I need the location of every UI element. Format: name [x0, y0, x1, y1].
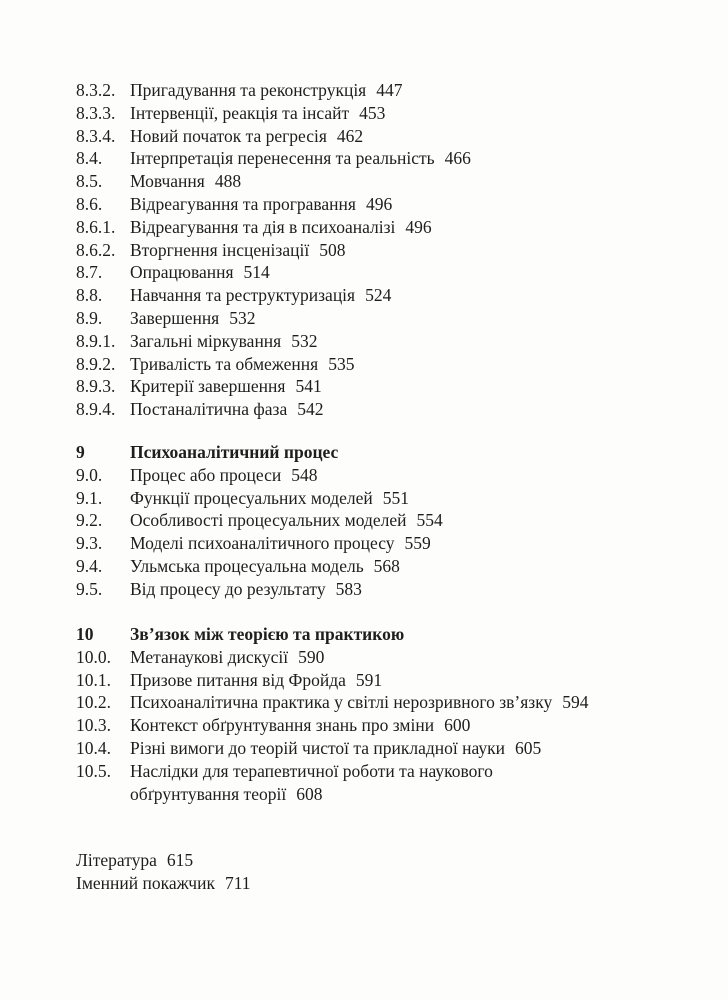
- entry-number: 8.8.: [76, 285, 103, 306]
- entry-title: Призове питання від Фройда: [130, 669, 346, 690]
- entry-page: 548: [291, 464, 318, 485]
- entry-number: 8.6.: [76, 193, 103, 214]
- entry-title: Контекст обґрунтування знань про зміни: [130, 715, 435, 736]
- entry-title-continued: обґрунтування теорії: [130, 783, 287, 804]
- entry-title: Постаналітична фаза: [130, 399, 288, 420]
- toc-back-matter: [76, 849, 251, 895]
- chapter-title: Зв’язок між теорією та практикою: [130, 624, 405, 644]
- chapter-heading: [76, 441, 443, 464]
- entry-number: 10.5.: [76, 760, 111, 781]
- entry-title: Навчання та реструктуризація: [130, 285, 356, 306]
- entry-title: Мовчання: [130, 171, 205, 192]
- entry-title: Завершення: [130, 307, 220, 328]
- toc-entry: [76, 125, 471, 148]
- toc-entry: [76, 239, 471, 262]
- entry-page: 488: [214, 171, 242, 192]
- entry-page: 711: [224, 872, 251, 893]
- entry-title: Психоаналітична практика у світлі нерозривного зв’язку: [130, 692, 553, 713]
- entry-number: 8.4.: [76, 148, 103, 169]
- toc-chapter-8-sections: [76, 79, 471, 421]
- entry-page: 508: [319, 239, 346, 260]
- toc-entry: [76, 147, 471, 170]
- toc-entry: [76, 487, 443, 510]
- entry-page: 496: [365, 193, 393, 214]
- entry-title: Опрацювання: [130, 262, 234, 283]
- entry-title: Моделі психоаналітичного процесу: [130, 533, 395, 554]
- toc-entry: [76, 578, 443, 601]
- entry-number: 9.2.: [76, 510, 103, 531]
- entry-page: 535: [328, 353, 355, 374]
- entry-title: Метанаукові дискусії: [130, 646, 289, 667]
- entry-page: 551: [382, 487, 409, 508]
- entry-page: 594: [562, 692, 589, 713]
- entry-title: Пригадування та реконструкція: [130, 80, 367, 100]
- entry-page: 532: [229, 307, 256, 328]
- entry-page: 466: [444, 148, 471, 169]
- entry-title: Література: [76, 850, 157, 870]
- entry-page: 583: [335, 578, 362, 599]
- toc-entry: [76, 691, 588, 714]
- toc-entry: [76, 532, 443, 555]
- entry-title: Інтервенції, реакція та інсайт: [130, 102, 350, 123]
- entry-title: Ульмська процесуальна модель: [130, 555, 364, 576]
- entry-title: Іменний покажчик: [76, 872, 215, 893]
- entry-title: Інтерпретація перенесення та реальність: [130, 148, 435, 169]
- entry-page: 453: [359, 102, 386, 123]
- entry-title: Загальні міркування: [130, 330, 282, 351]
- toc-entry: [76, 216, 471, 239]
- toc-entry: [76, 509, 443, 532]
- entry-number: 10.0.: [76, 646, 111, 667]
- toc-entry: [76, 646, 588, 669]
- entry-number: 10.3.: [76, 715, 111, 736]
- entry-page: 608: [296, 783, 323, 804]
- entry-title: Від процесу до результату: [130, 578, 326, 599]
- entry-title: Тривалість та обмеження: [130, 353, 319, 374]
- toc-entry: [76, 737, 588, 760]
- entry-number: 10.2.: [76, 692, 111, 713]
- entry-number: 8.9.3.: [76, 376, 116, 397]
- chapter-heading: [76, 623, 588, 646]
- toc-entry: [76, 330, 471, 353]
- entry-page: 524: [365, 285, 392, 306]
- entry-number: 8.9.: [76, 307, 103, 328]
- chapter-number: 9: [76, 442, 85, 462]
- toc-entry: [76, 353, 471, 376]
- toc-entry: [76, 284, 471, 307]
- entry-number: 8.9.1.: [76, 330, 116, 351]
- entry-page: 542: [297, 399, 324, 420]
- toc-entry: [76, 760, 588, 783]
- entry-number: 10.4.: [76, 737, 111, 758]
- entry-number: 9.3.: [76, 533, 103, 554]
- entry-page: 605: [514, 737, 542, 758]
- toc-entry-continuation: [76, 783, 588, 806]
- toc-entry: [76, 398, 471, 421]
- entry-number: 8.6.1.: [76, 216, 116, 237]
- chapter-title: Психоаналітичний процес: [130, 442, 339, 462]
- entry-number: 8.7.: [76, 262, 103, 283]
- entry-number: 8.3.3.: [76, 102, 116, 123]
- entry-title: Процес або процеси: [130, 464, 282, 485]
- entry-number: 8.9.4.: [76, 399, 116, 420]
- entry-title: Різні вимоги до теорій чистої та прикладної науки: [130, 737, 505, 758]
- toc-entry: [76, 555, 443, 578]
- entry-page: 554: [416, 510, 443, 531]
- toc-entry: [76, 170, 471, 193]
- entry-number: 9.0.: [76, 464, 103, 485]
- entry-title: Наслідки для терапевтичної роботи та наукового: [130, 760, 493, 781]
- entry-number: 9.4.: [76, 555, 103, 576]
- toc-entry: [76, 849, 251, 872]
- toc-entry: [76, 669, 588, 692]
- toc-entry: [76, 714, 588, 737]
- entry-page: 496: [405, 216, 432, 237]
- toc-chapter-10: [76, 623, 588, 805]
- entry-number: 10.1.: [76, 669, 111, 690]
- entry-number: 8.3.2.: [76, 80, 116, 100]
- toc-entry: [76, 102, 471, 125]
- toc-entry: [76, 872, 251, 895]
- entry-page: 514: [243, 262, 270, 283]
- entry-title: Критерії завершення: [130, 376, 286, 397]
- entry-page: 532: [291, 330, 318, 351]
- toc-entry: [76, 79, 471, 102]
- entry-number: 9.1.: [76, 487, 103, 508]
- entry-number: 8.6.2.: [76, 239, 116, 260]
- chapter-number: 10: [76, 624, 94, 644]
- toc-chapter-9: [76, 441, 443, 601]
- entry-title: Відреагування та дія в психоаналізі: [130, 216, 396, 237]
- toc-entry: [76, 464, 443, 487]
- entry-page: 615: [166, 850, 194, 870]
- entry-page: 541: [295, 376, 322, 397]
- entry-title: Вторгнення інсценізації: [130, 239, 310, 260]
- toc-entry: [76, 375, 471, 398]
- toc-entry: [76, 261, 471, 284]
- entry-number: 8.3.4.: [76, 125, 116, 146]
- entry-number: 9.5.: [76, 578, 103, 599]
- entry-title: Відреагування та програвання: [130, 193, 356, 214]
- entry-page: 447: [376, 80, 403, 100]
- entry-page: 568: [373, 555, 400, 576]
- toc-entry: [76, 307, 471, 330]
- entry-page: 559: [404, 533, 431, 554]
- entry-title: Особливості процесуальних моделей: [130, 510, 407, 531]
- entry-page: 462: [336, 125, 364, 146]
- entry-page: 591: [355, 669, 383, 690]
- entry-page: 590: [298, 646, 325, 667]
- entry-page: 600: [444, 715, 471, 736]
- toc-entry: [76, 193, 471, 216]
- entry-title: Новий початок та регресія: [130, 125, 327, 146]
- entry-title: Функції процесуальних моделей: [130, 487, 373, 508]
- entry-number: 8.9.2.: [76, 353, 116, 374]
- entry-number: 8.5.: [76, 171, 103, 192]
